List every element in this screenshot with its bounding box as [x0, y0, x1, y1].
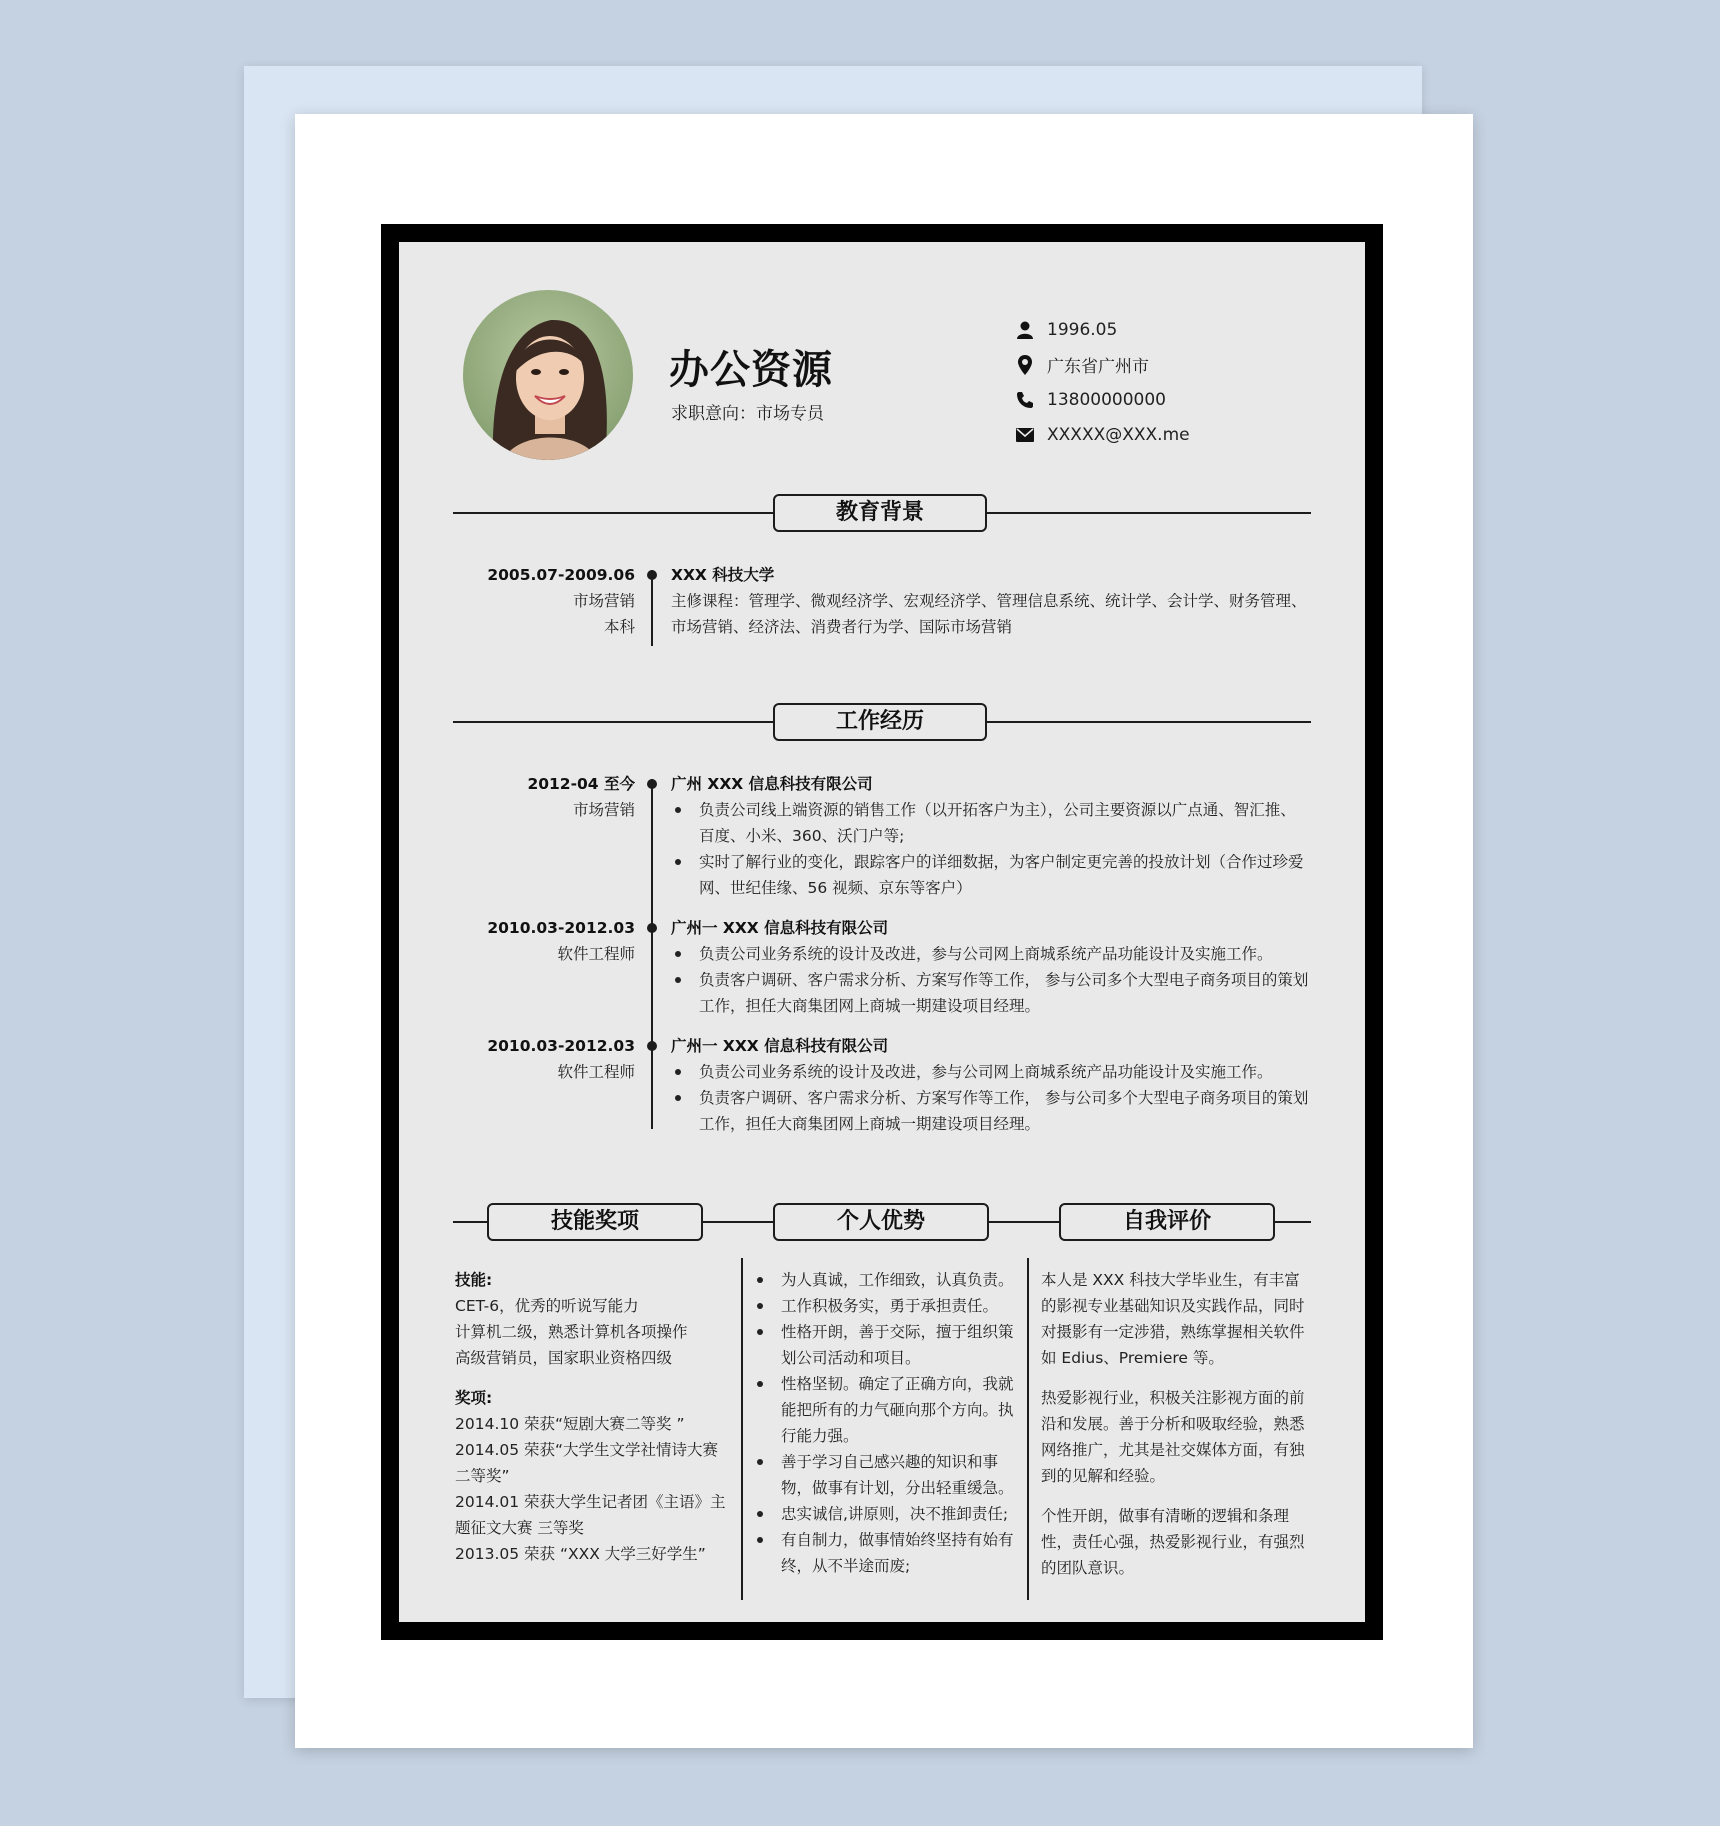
work-period: 2010.03-2012.03	[487, 1037, 635, 1055]
skill-item: 高级营销员，国家职业资格四级	[455, 1349, 673, 1367]
list-item: 性格坚韧。确定了正确方向，我就能把所有的力气砸向那个方向。执行能力强。	[751, 1371, 1017, 1449]
column-divider	[1027, 1258, 1029, 1600]
work-entry	[671, 771, 1311, 901]
contact-list	[1015, 312, 1190, 452]
contact-phone	[1015, 382, 1190, 417]
section-title-advantages: 个人优势	[773, 1203, 989, 1241]
education-major: 市场营销	[572, 592, 635, 610]
contact-text: XXXXX@XXX.me	[1047, 424, 1190, 445]
work-role: 软件工程师	[557, 945, 635, 963]
candidate-name: 办公资源	[669, 347, 833, 393]
section-title-self-eval: 自我评价	[1059, 1203, 1275, 1241]
courses-line-2: 市场营销、经济法、消费者行为学、国际市场营销	[671, 618, 1013, 636]
skill-item: 计算机二级，熟悉计算机各项操作	[455, 1323, 688, 1341]
education-period: 2005.07-2009.06	[487, 566, 635, 584]
self-eval-column	[1041, 1267, 1313, 1595]
section-title-education: 教育背景	[773, 494, 987, 532]
timeline-dot	[647, 570, 657, 580]
award-item: 2014.10 荣获“短剧大赛二等奖 ”	[455, 1415, 685, 1433]
job-intent-value: 市场专员	[756, 404, 824, 424]
education-meta	[487, 562, 635, 640]
section-title-work: 工作经历	[773, 703, 987, 741]
contact-email	[1015, 417, 1190, 452]
contact-location	[1015, 347, 1190, 382]
section-title-skills: 技能奖项	[487, 1203, 703, 1241]
list-item: 善于学习自己感兴趣的知识和事物，做事有计划，分出轻重缓急。	[751, 1449, 1017, 1501]
self-eval-paragraph: 热爱影视行业，积极关注影视方面的前沿和发展。善于分析和吸取经验，熟悉网络推广，尤其是社交媒体方面，有独到的见解和经验。	[1041, 1389, 1305, 1485]
work-period: 2010.03-2012.03	[487, 919, 635, 937]
awards-heading: 奖项:	[455, 1389, 493, 1407]
list-item: 负责客户调研、客户需求分析、方案写作等工作， 参与公司多个大型电子商务项目的策划工作，担任大商集团网上商城一期建设项目经理。	[671, 967, 1311, 1019]
self-eval-paragraph: 本人是 XXX 科技大学毕业生，有丰富的影视专业基础知识及实践作品，同时对摄影有一定涉猎，熟练掌握相关软件如 Edius、Premiere 等。	[1041, 1271, 1305, 1367]
list-item: 负责客户调研、客户需求分析、方案写作等工作， 参与公司多个大型电子商务项目的策划工作，担任大商集团网上商城一期建设项目经理。	[671, 1085, 1311, 1137]
contact-text: 13800000000	[1047, 389, 1166, 410]
skills-heading: 技能:	[455, 1271, 493, 1289]
job-intent	[671, 399, 824, 424]
education-degree: 本科	[603, 618, 635, 636]
contact-text: 广东省广州市	[1047, 357, 1149, 377]
column-divider	[741, 1258, 743, 1600]
timeline-dot	[647, 1041, 657, 1051]
contact-text: 1996.05	[1047, 319, 1118, 340]
advantages-column	[751, 1267, 1017, 1579]
work-role: 市场营销	[572, 801, 635, 819]
work-meta	[487, 915, 635, 967]
list-item: 负责公司业务系统的设计及改进，参与公司网上商城系统产品功能设计及实施工作。	[671, 941, 1311, 967]
avatar	[463, 290, 633, 460]
timeline-line	[651, 779, 653, 1129]
list-item: 有自制力，做事情始终坚持有始有终，从不半途而废;	[751, 1527, 1017, 1579]
list-item: 负责公司线上端资源的销售工作（以开拓客户为主），公司主要资源以广点通、智汇推、百度、小米、360、沃门户等;	[671, 797, 1311, 849]
award-item: 2014.05 荣获“大学生文学社情诗大赛二等奖”	[455, 1441, 719, 1485]
work-period: 2012-04 至今	[527, 775, 635, 793]
job-intent-label: 求职意向：	[671, 404, 756, 424]
timeline-dot	[647, 779, 657, 789]
list-item: 忠实诚信,讲原则，决不推卸责任;	[751, 1501, 1017, 1527]
list-item: 负责公司业务系统的设计及改进，参与公司网上商城系统产品功能设计及实施工作。	[671, 1059, 1311, 1085]
company-name: 广州一 XXX 信息科技有限公司	[671, 1037, 889, 1055]
work-entry	[671, 915, 1311, 1019]
timeline-dot	[647, 923, 657, 933]
skill-item: CET-6，优秀的听说写能力	[455, 1297, 639, 1315]
company-name: 广州一 XXX 信息科技有限公司	[671, 919, 889, 937]
person-icon	[1015, 320, 1035, 340]
resume-page	[399, 242, 1365, 1622]
courses-line-1: 主修课程：管理学、微观经济学、宏观经济学、管理信息系统、统计学、会计学、财务管理、	[671, 592, 1307, 610]
work-role: 软件工程师	[557, 1063, 635, 1081]
work-meta	[487, 1033, 635, 1085]
contact-birth	[1015, 312, 1190, 347]
list-item: 实时了解行业的变化，跟踪客户的详细数据，为客户制定更完善的投放计划（合作过珍爱网、世纪佳缘、56 视频、京东等客户）	[671, 849, 1311, 901]
location-icon	[1015, 355, 1035, 375]
education-body	[671, 562, 1311, 640]
award-item: 2013.05 荣获 “XXX 大学三好学生”	[455, 1545, 706, 1563]
company-name: 广州 XXX 信息科技有限公司	[671, 775, 873, 793]
work-meta	[527, 771, 635, 823]
self-eval-paragraph: 个性开朗，做事有清晰的逻辑和条理性，责任心强，热爱影视行业，有强烈的团队意识。	[1041, 1507, 1305, 1577]
timeline-line	[651, 570, 653, 646]
work-entry	[671, 1033, 1311, 1137]
skills-column	[455, 1267, 731, 1567]
school-name: XXX 科技大学	[671, 566, 775, 584]
list-item: 为人真诚，工作细致，认真负责。	[751, 1267, 1017, 1293]
resume-frame	[381, 224, 1383, 1640]
list-item: 工作积极务实，勇于承担责任。	[751, 1293, 1017, 1319]
mail-icon	[1015, 425, 1035, 445]
list-item: 性格开朗，善于交际，擅于组织策划公司活动和项目。	[751, 1319, 1017, 1371]
award-item: 2014.01 荣获大学生记者团《主语》主题征文大赛 三等奖	[455, 1493, 726, 1537]
phone-icon	[1015, 390, 1035, 410]
